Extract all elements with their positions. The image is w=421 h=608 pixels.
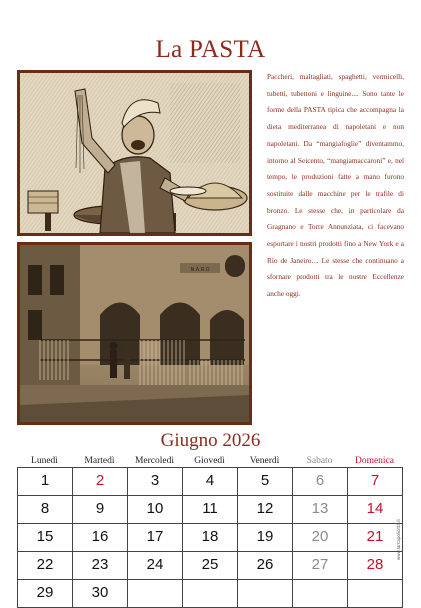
calendar-day: 7: [348, 468, 403, 496]
calendar-day: 28: [348, 552, 403, 580]
calendar-day: 6: [293, 468, 348, 496]
calendar-day: 3: [128, 468, 183, 496]
pasta-drying-street-photo: [17, 242, 252, 425]
calendar-day: 5: [238, 468, 293, 496]
calendar-day: 12: [238, 496, 293, 524]
weekday-header: [17, 455, 403, 467]
weekday-saturday: Sabato: [306, 456, 333, 466]
calendar-day: 8: [18, 496, 73, 524]
engraving-pasta-eater-image: [17, 70, 252, 236]
calendar-day: 2: [73, 468, 128, 496]
calendar-day: 11: [183, 496, 238, 524]
calendar-day: 24: [128, 552, 183, 580]
calendar-day: 27: [293, 552, 348, 580]
pasta-history-text: Paccheri, maltagliati, spaghetti, vermicelli, tubetti, tubettoni e linguine.... Sono tante le forme della PASTA tipica che accompagna la dieta mediterranea di napoletani e non napoletani. Da “mangiafoglie” diventammo, intorno al Seicento, “mangiamaccaroni” e, nel tempo, le produzioni fatte a mano furono sostituite dalle macchine per le trafile di bronzo. Le stesse che, in particolare da Gragnano e Torre Annunziata, ci facevano esportare i nostri prodotti fino a New York e a Rio de Janeiro.... Le stesse che continuano a sfornare prodotti tra le nostre Eccellenze anche oggi.: [267, 72, 404, 299]
weekday-friday: Venerdì: [249, 456, 280, 466]
calendar-empty-cell: [183, 580, 238, 608]
shop-sign-text: N.A.R.O: [190, 267, 210, 273]
weekday-sunday: Domenica: [354, 456, 395, 466]
calendar-day: 30: [73, 580, 128, 608]
calendar-day: 20: [293, 524, 348, 552]
calendar-day: 29: [18, 580, 73, 608]
weekday-thursday: Giovedì: [194, 456, 225, 466]
calendar-day: 18: [183, 524, 238, 552]
weekday-wednesday: Mercoledì: [134, 456, 175, 466]
calendar-day: 1: [18, 468, 73, 496]
website-credit: www.larnapolicitta.it: [396, 519, 401, 560]
calendar-empty-cell: [293, 580, 348, 608]
calendar-day: 19: [238, 524, 293, 552]
calendar-day: 9: [73, 496, 128, 524]
calendar-day: 22: [18, 552, 73, 580]
calendar-day: 10: [128, 496, 183, 524]
day-grid: [17, 467, 403, 608]
calendar-empty-cell: [238, 580, 293, 608]
month-title: Giugno 2026: [160, 430, 261, 451]
calendar-day: 26: [238, 552, 293, 580]
calendar-day: 15: [18, 524, 73, 552]
calendar-day: 4: [183, 468, 238, 496]
weekday-monday: Lunedì: [31, 456, 58, 466]
calendar-day: 14: [348, 496, 403, 524]
calendar-empty-cell: [348, 580, 403, 608]
calendar: [17, 455, 403, 608]
weekday-tuesday: Martedì: [84, 456, 115, 466]
calendar-day: 16: [73, 524, 128, 552]
calendar-day: 23: [73, 552, 128, 580]
calendar-empty-cell: [128, 580, 183, 608]
page-title: La PASTA: [155, 36, 266, 63]
calendar-day: 13: [293, 496, 348, 524]
calendar-day: 17: [128, 524, 183, 552]
calendar-day: 25: [183, 552, 238, 580]
calendar-day: 21: [348, 524, 403, 552]
